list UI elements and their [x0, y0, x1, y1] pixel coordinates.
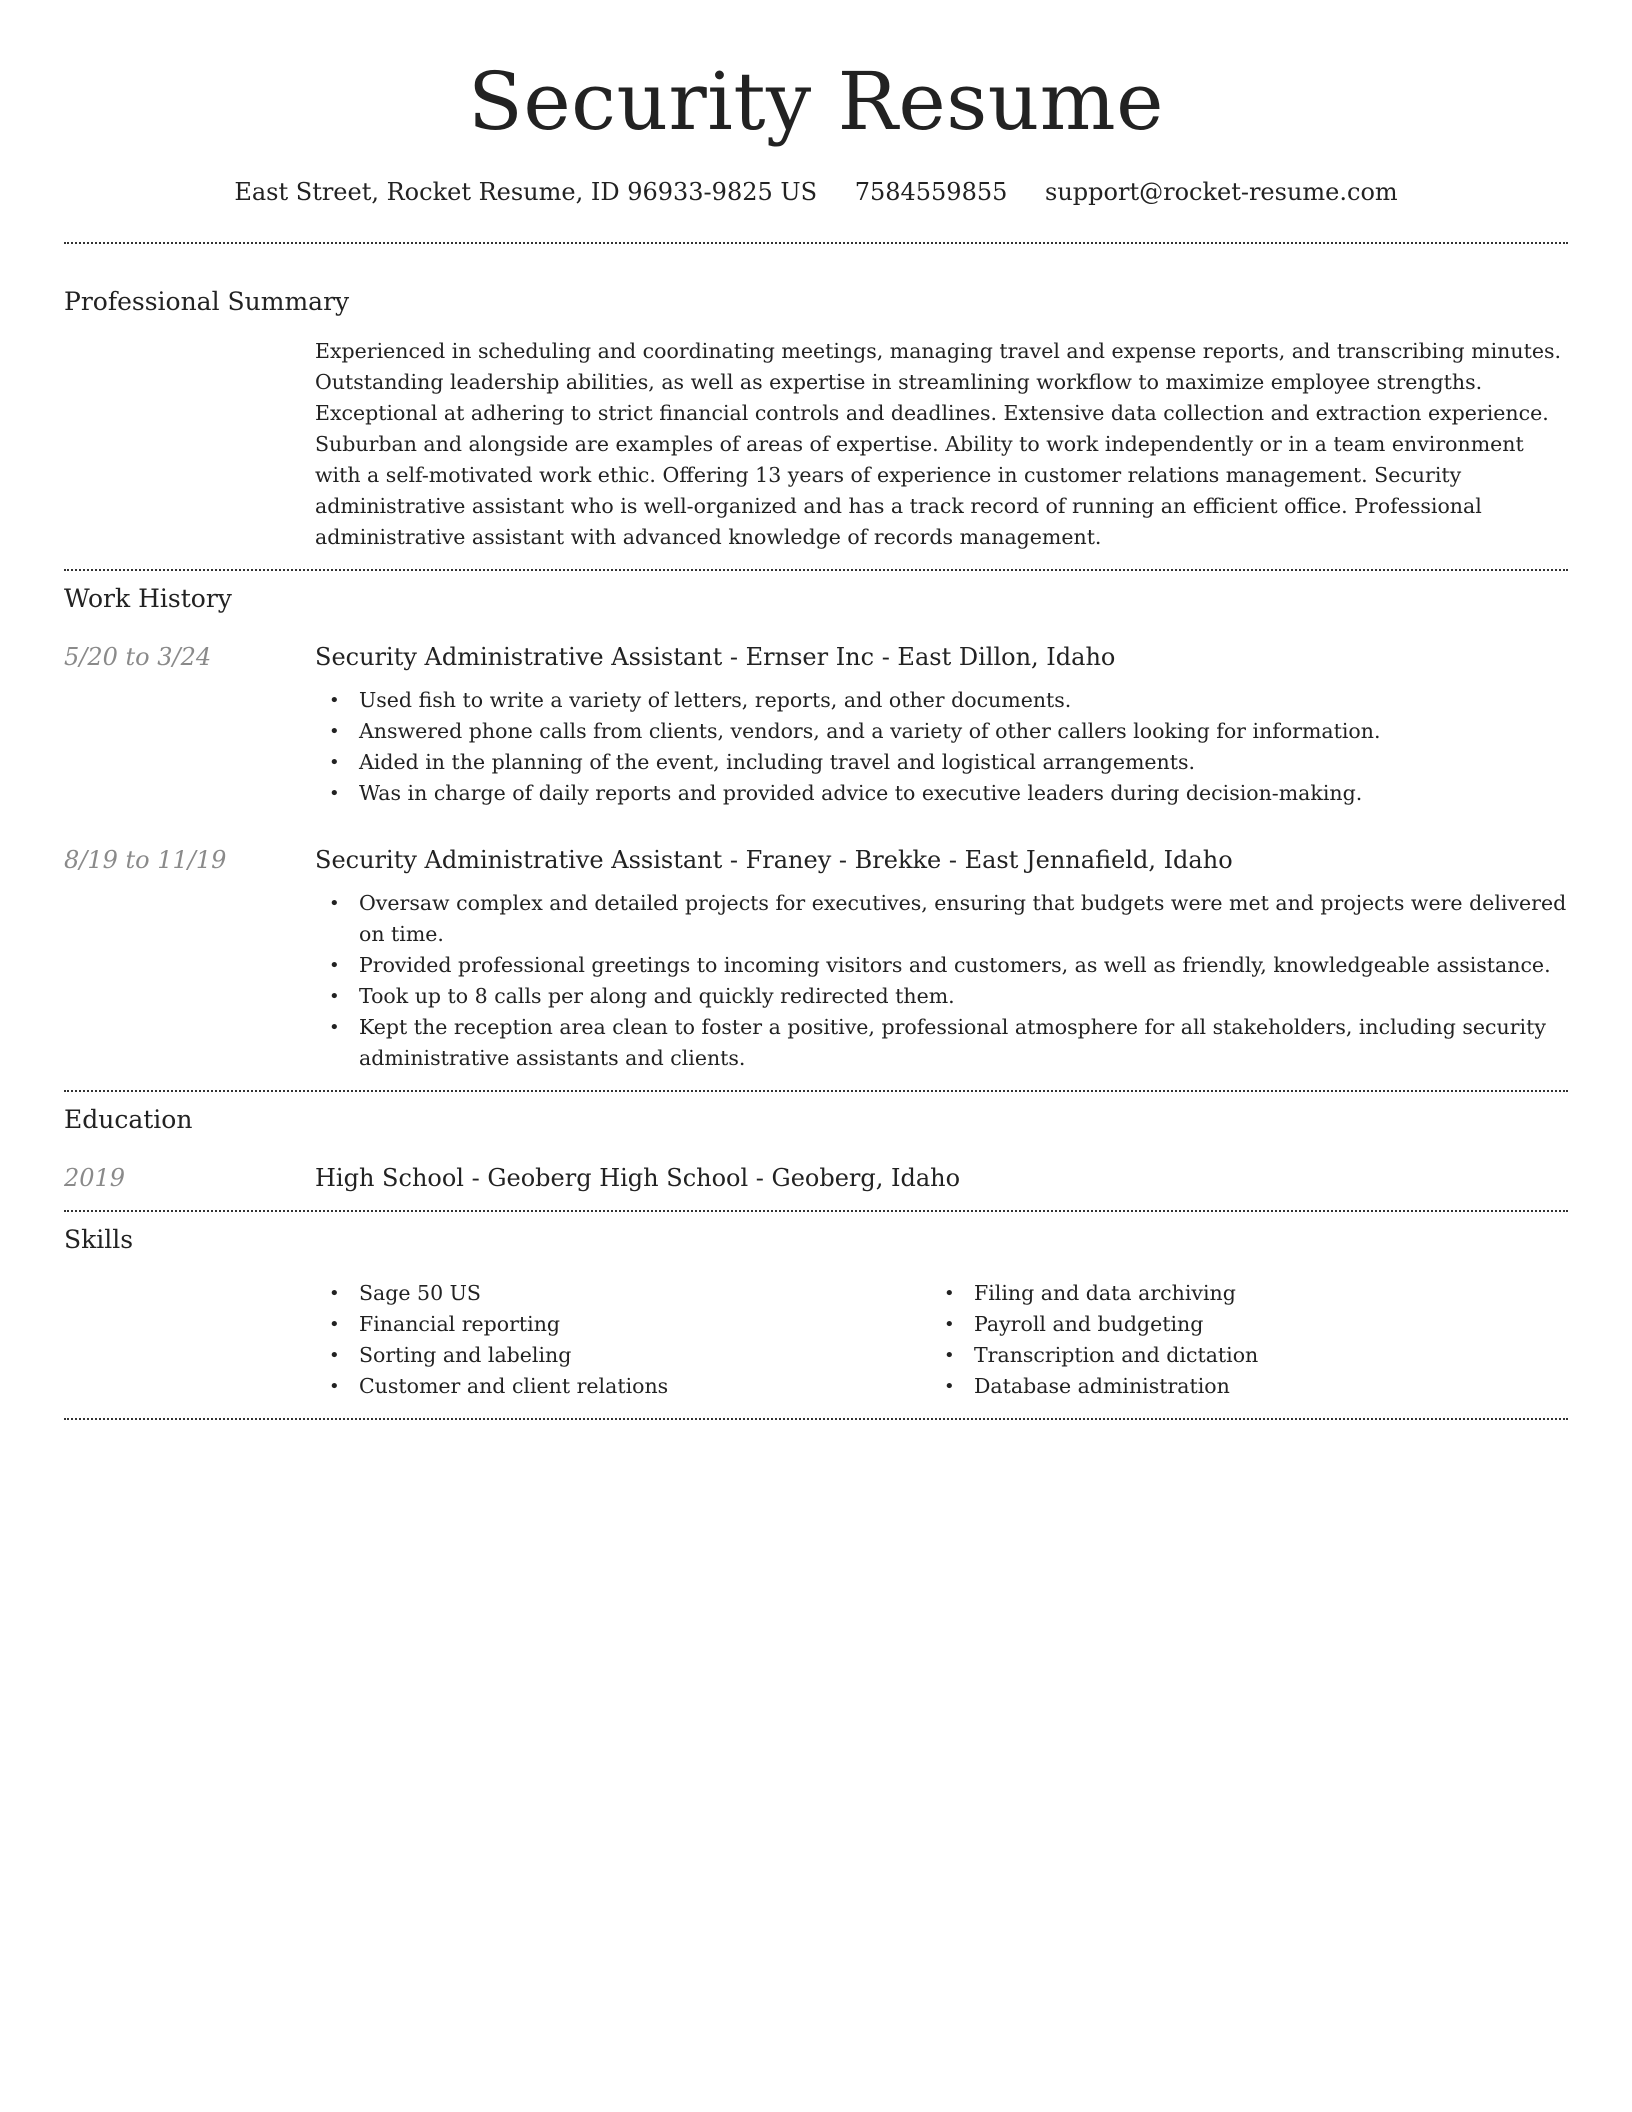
- section-title-education: Education: [64, 1105, 193, 1134]
- contact-email: support@rocket-resume.com: [1045, 178, 1398, 206]
- resume-page: [64, 0, 1568, 1420]
- list-item: • Provided professional greetings to incoming visitors and customers, as well as friendly, knowledgeable assistance.: [315, 950, 1568, 981]
- section-title-work: Work History: [64, 584, 232, 613]
- list-item: • Took up to 8 calls per along and quickly redirected them.: [315, 981, 1568, 1012]
- list-item: • Aided in the planning of the event, including travel and logistical arrangements.: [315, 747, 1568, 778]
- contact-line: [64, 176, 1568, 208]
- job-entry: [64, 844, 1568, 1074]
- list-item: • Transcription and dictation: [930, 1340, 1545, 1371]
- summary-section: [64, 286, 1568, 553]
- skills-list: [315, 1266, 1568, 1402]
- contact-phone: 7584559855: [854, 178, 1008, 206]
- education-year: 2019: [64, 1164, 126, 1192]
- education-entry: [64, 1162, 1568, 1194]
- work-section: [64, 583, 1568, 1074]
- section-title-summary: Professional Summary: [64, 287, 350, 316]
- job-duties: [315, 888, 1568, 1074]
- job-title: Security Administrative Assistant - Franey - Brekke - East Jennafield, Idaho: [315, 846, 1233, 874]
- divider: [64, 1418, 1568, 1420]
- list-item: • Sage 50 US: [315, 1278, 930, 1309]
- list-item: • Sorting and labeling: [315, 1340, 930, 1371]
- job-dates: 8/19 to 11/19: [64, 846, 227, 874]
- section-title-skills: Skills: [64, 1225, 134, 1254]
- list-item: • Kept the reception area clean to foster a positive, professional atmosphere for all stakeholders, including security administrative assistants and clients.: [315, 1012, 1568, 1074]
- list-item: • Oversaw complex and detailed projects for executives, ensuring that budgets were met and projects were delivered on time.: [315, 888, 1568, 950]
- contact-address: East Street, Rocket Resume, ID 96933-9825 US: [234, 178, 818, 206]
- divider: [64, 569, 1568, 571]
- list-item: • Answered phone calls from clients, vendors, and a variety of other callers looking for information.: [315, 716, 1568, 747]
- divider: [64, 1210, 1568, 1212]
- divider: [64, 242, 1568, 244]
- list-item: • Payroll and budgeting: [930, 1309, 1545, 1340]
- list-item: • Database administration: [930, 1371, 1545, 1402]
- job-entry: [64, 641, 1568, 809]
- education-detail: High School - Geoberg High School - Geoberg, Idaho: [315, 1164, 961, 1192]
- list-item: • Financial reporting: [315, 1309, 930, 1340]
- list-item: • Filing and data archiving: [930, 1278, 1545, 1309]
- job-duties: [315, 685, 1568, 809]
- job-dates: 5/20 to 3/24: [64, 643, 212, 671]
- summary-text: Experienced in scheduling and coordinating meetings, managing travel and expense reports, and transcribing minutes. Outstanding leadership abilities, as well as expertise in streamlining workflow to maximize employee strengths. Exceptional at adhering to strict financial controls and deadlines. Extensive data collection and extraction experience. Suburban and alongside are examples of areas of expertise. Ability to work independently or in a team environment with a self-motivated work ethic. Offering 13 years of experience in customer relations management. Security administrative assistant who is well-organized and has a track record of running an efficient office. Professional administrative assistant with advanced knowledge of records management.: [315, 339, 1561, 549]
- list-item: • Used fish to write a variety of letters, reports, and other documents.: [315, 685, 1568, 716]
- list-item: • Was in charge of daily reports and provided advice to executive leaders during decision-making.: [315, 778, 1568, 809]
- education-section: [64, 1104, 1568, 1194]
- divider: [64, 1090, 1568, 1092]
- list-item: • Customer and client relations: [315, 1371, 930, 1402]
- job-title: Security Administrative Assistant - Ernser Inc - East Dillon, Idaho: [315, 643, 1116, 671]
- skills-section: [64, 1224, 1568, 1402]
- resume-title: Security Resume: [468, 55, 1164, 148]
